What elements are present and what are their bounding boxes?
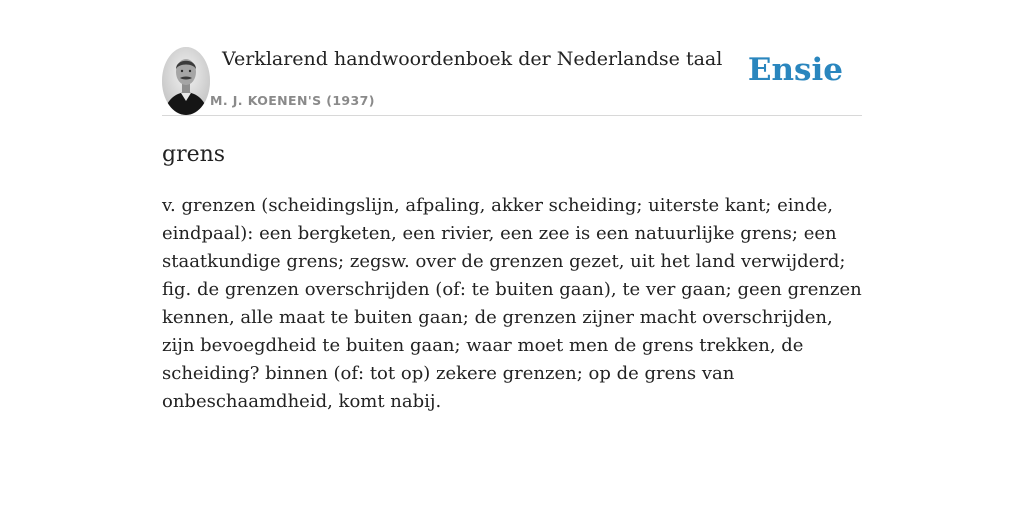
entry-word: grens [162, 142, 226, 167]
dictionary-header [162, 44, 862, 116]
ensie-logo-link[interactable]: Ensie [747, 52, 843, 88]
author-portrait-icon [162, 47, 210, 115]
author-line: M. J. KOENEN'S (1937) [210, 93, 375, 108]
book-title: Verklarend handwoordenboek der Nederlandse taal [222, 48, 723, 70]
entry-definition: v. grenzen (scheidingslijn, afpaling, akker scheiding; uiterste kant; einde, eindpaal): een bergketen, een rivier, een zee is een natuurlijke grens; een staatkundige grens; zegsw. over de grenzen gezet, uit het land verwijderd; fig. de grenzen overschrijden (of: te buiten gaan), te ver gaan; geen grenzen kennen, alle maat te buiten gaan; de grenzen zijner macht overschrijden, zijn bevoegdheid te buiten gaan; waar moet men de grens trekken, de scheiding? binnen (of: tot op) zekere grenzen; op de grens van onbeschaamdheid, komt nabij. [162, 195, 862, 412]
